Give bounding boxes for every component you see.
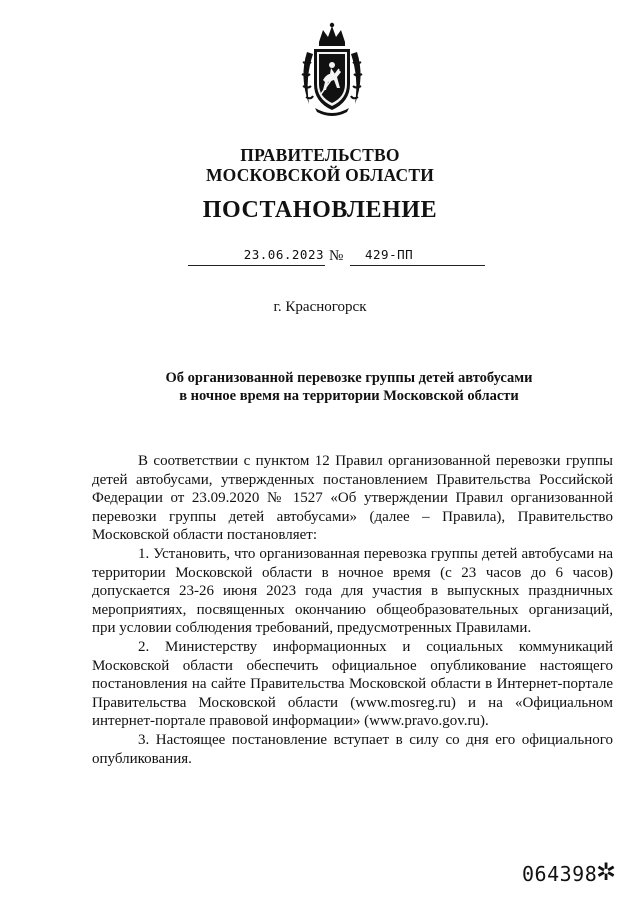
stamp-mark: ✲ — [596, 860, 617, 886]
document-subject — [140, 369, 558, 405]
document-type: ПОСТАНОВЛЕНИЕ — [202, 197, 438, 223]
number-sign: № — [329, 248, 344, 264]
clause-1: 1. Установить, что организованная перевозка группы детей автобусами на территории Московской области в ночное время (с 23 часов до 6 часов) допускается 23-26 июня 2023 года для участия в выпускных праздничных мероприятиях, посвященных окончанию общеобразовательных организаций, при условии соблюдения требований, предусмотренных Правилами. — [92, 545, 613, 637]
document-body — [92, 452, 613, 768]
subject-line-2: в ночное время на территории Московской области — [179, 388, 519, 404]
document-date: 23.06.2023 — [243, 247, 324, 262]
clause-3: 3. Настоящее постановление вступает в силу со дня его официального опубликования. — [92, 731, 613, 767]
organization-name: ПРАВИТЕЛЬСТВО — [240, 145, 400, 165]
stamp-code: 064398 — [522, 862, 598, 886]
number-underline — [350, 265, 485, 266]
city: г. Красногорск — [273, 299, 367, 315]
preamble-paragraph: В соответствии с пунктом 12 Правил организованной перевозки группы детей автобусами, утвержденных постановлением Правительства Российской Федерации от 23.09.2020 № 1527 «Об утверждении Правил организованной перевозки группы детей автобусами» (далее – Правила), Правительство Московской области постановляет: — [92, 453, 613, 544]
document-number: 429-ПП — [365, 247, 414, 262]
subject-line-1: Об организованной перевозке группы детей автобусами — [165, 370, 533, 386]
date-underline — [188, 265, 325, 266]
clause-2: 2. Министерству информационных и социальных коммуникаций Московской области обеспечить официальное опубликование настоящего постановления на сайте Правительства Московской области в Интернет-портале Правительства Московской области (www.mosreg.ru) и на «Официальном интернет-портале правовой информации» (www.pravo.gov.ru). — [92, 638, 613, 730]
coat-of-arms-icon — [297, 22, 367, 118]
organization-region: МОСКОВСКОЙ ОБЛАСТИ — [205, 165, 435, 185]
